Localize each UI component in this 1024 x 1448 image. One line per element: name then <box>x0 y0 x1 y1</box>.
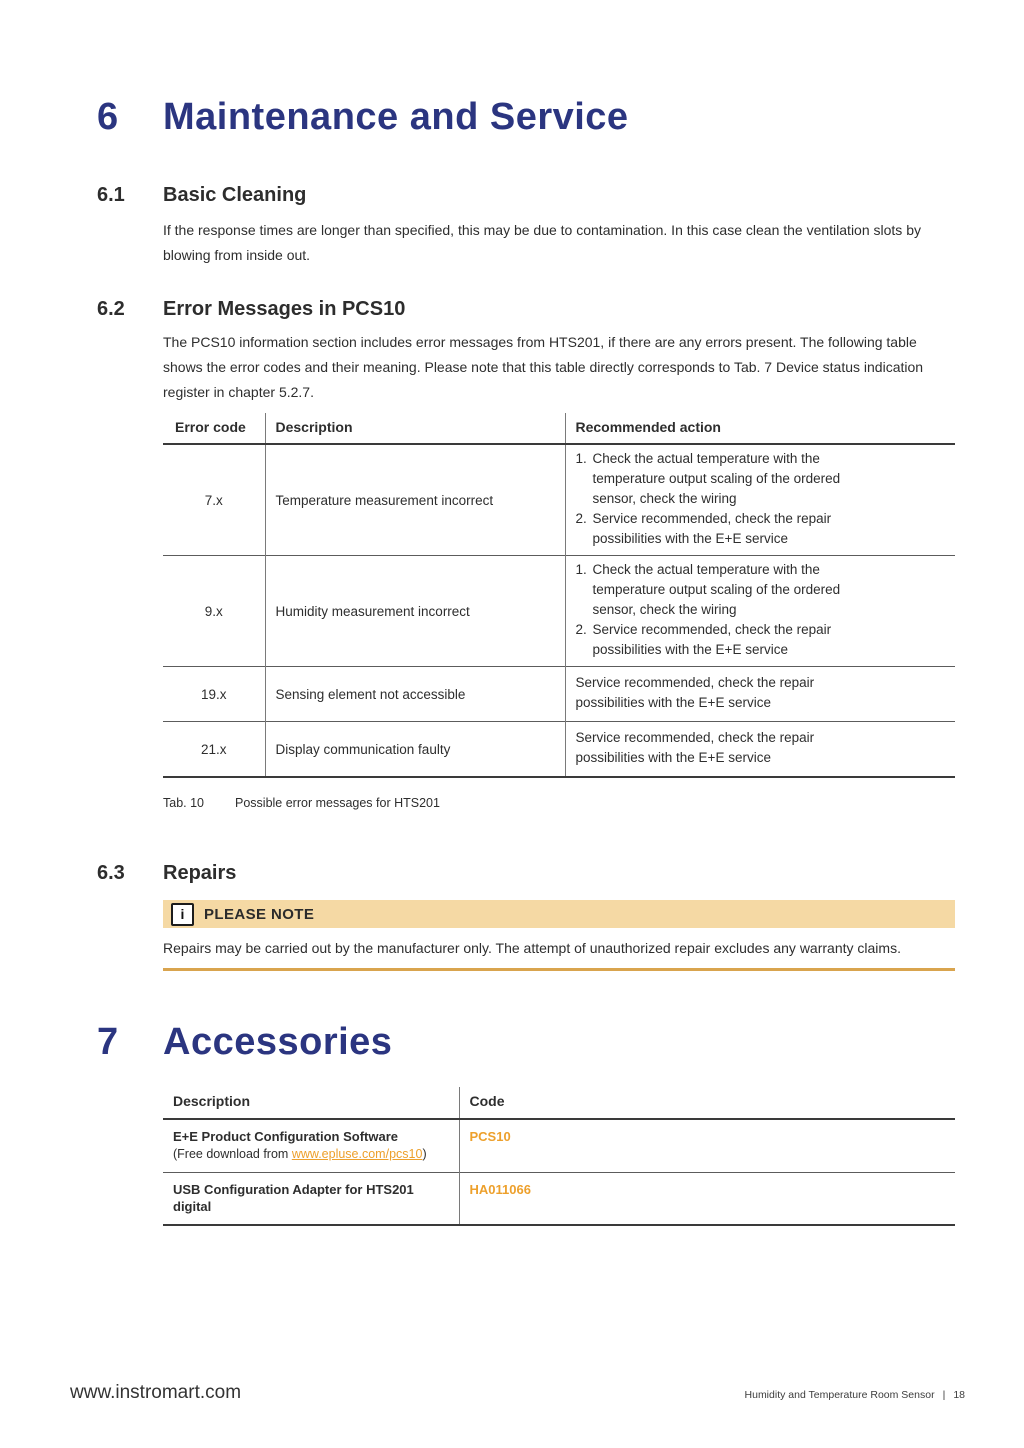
table-row <box>163 722 955 778</box>
action-cell <box>565 444 955 556</box>
action-text: Check the actual temperature with the temperature output scaling of the ordered sensor, check the wiring <box>592 451 841 506</box>
accessory-name: USB Configuration Adapter for HTS201 digital <box>173 1182 414 1214</box>
section-6-1-heading <box>97 182 955 208</box>
action-text: Check the actual temperature with the temperature output scaling of the ordered sensor, check the wiring <box>592 562 841 617</box>
page-footer <box>0 1382 1024 1404</box>
section-title: Basic Cleaning <box>163 184 307 206</box>
section-number: 6.1 <box>97 184 125 206</box>
chapter-6-heading <box>97 94 955 140</box>
accessory-subtext <box>173 1146 449 1163</box>
epluse-download-link[interactable]: www.epluse.com/pcs10 <box>291 1147 423 1161</box>
error-table <box>163 413 955 778</box>
accessory-code-cell <box>459 1173 955 1226</box>
note-body: Repairs may be carried out by the manufacturer only. The attempt of unauthorized repair excludes any warranty claims. <box>163 940 901 956</box>
action-cell <box>565 556 955 667</box>
action-text: Service recommended, check the repair possibilities with the E+E service <box>592 511 832 546</box>
error-messages-paragraph: The PCS10 information section includes error messages from HTS201, if there are any errors present. The following table shows the error codes and their meaning. Please note that this table directly corresponds to Tab. 7 Device status indication register in chapter 5.2.7. <box>163 334 924 400</box>
description-cell: Temperature measurement incorrect <box>265 444 565 556</box>
accessory-name: E+E Product Configuration Software <box>173 1129 398 1144</box>
accessory-code-cell <box>459 1119 955 1173</box>
table-row <box>163 556 955 667</box>
action-text: Service recommended, check the repair possibilities with the E+E service <box>575 675 815 710</box>
table-row <box>163 1173 955 1226</box>
caption-label: Tab. 10 <box>163 796 205 810</box>
description-cell: Display communication faulty <box>265 722 565 778</box>
error-code-cell: 19.x <box>200 686 227 702</box>
action-list-item <box>576 560 948 620</box>
action-list-item <box>576 509 948 549</box>
action-cell <box>565 722 955 778</box>
action-text: Service recommended, check the repair possibilities with the E+E service <box>592 622 832 657</box>
section-number: 6.2 <box>97 298 125 320</box>
table-row <box>163 1119 955 1173</box>
footer-document-title: Humidity and Temperature Room Sensor <box>744 1389 935 1401</box>
error-code-cell: 7.x <box>204 492 223 508</box>
basic-cleaning-paragraph: If the response times are longer than specified, this may be due to contamination. In this case clean the ventilation slots by blowing from inside out. <box>163 222 921 263</box>
accessory-description-cell <box>163 1173 459 1226</box>
page-number: 18 <box>953 1389 965 1401</box>
table-caption <box>163 796 955 810</box>
action-list-item <box>576 449 948 509</box>
action-list-item <box>576 620 948 660</box>
error-code-cell: 21.x <box>200 741 227 757</box>
action-cell <box>565 667 955 722</box>
accessories-table <box>163 1087 955 1226</box>
footer-separator: | <box>942 1389 946 1401</box>
accessory-code: HA011066 <box>469 1182 531 1197</box>
section-title: Repairs <box>163 862 237 884</box>
description-header: Description <box>173 1093 251 1109</box>
please-note-banner <box>163 900 955 928</box>
list-marker: 2. <box>575 511 587 526</box>
accessory-description-cell <box>163 1119 459 1173</box>
note-rule <box>163 968 955 971</box>
code-header: Code <box>459 1087 955 1119</box>
error-code-cell: 9.x <box>204 603 223 619</box>
description-header: Description <box>265 413 565 444</box>
chapter-number: 6 <box>97 96 119 138</box>
description-cell: Sensing element not accessible <box>265 667 565 722</box>
table-header-row <box>163 1087 955 1119</box>
note-title: PLEASE NOTE <box>204 905 315 923</box>
footer-website: www.instromart.com <box>70 1382 242 1403</box>
footer-document-info <box>745 1389 965 1401</box>
subtext-suffix: ) <box>422 1147 427 1161</box>
subtext-prefix: (Free download from <box>173 1147 292 1161</box>
section-6-2-heading <box>97 296 955 322</box>
table-row <box>163 444 955 556</box>
section-6-3-heading <box>97 860 955 886</box>
action-text: Service recommended, check the repair possibilities with the E+E service <box>575 730 815 765</box>
chapter-number: 7 <box>97 1021 119 1063</box>
chapter-title: Maintenance and Service <box>163 96 629 138</box>
chapter-title: Accessories <box>163 1021 393 1063</box>
error-code-header: Error code <box>175 419 246 435</box>
accessory-code: PCS10 <box>469 1129 511 1144</box>
list-marker: 1. <box>575 451 587 466</box>
table-row <box>163 667 955 722</box>
recommended-action-header: Recommended action <box>565 413 955 444</box>
section-title: Error Messages in PCS10 <box>163 298 406 320</box>
list-marker: 2. <box>575 622 587 637</box>
chapter-7-heading <box>97 1019 955 1065</box>
list-marker: 1. <box>575 562 587 577</box>
info-icon: i <box>171 903 194 926</box>
table-header-row <box>163 413 955 444</box>
caption-text: Possible error messages for HTS201 <box>235 796 440 810</box>
section-number: 6.3 <box>97 862 125 884</box>
description-cell: Humidity measurement incorrect <box>265 556 565 667</box>
